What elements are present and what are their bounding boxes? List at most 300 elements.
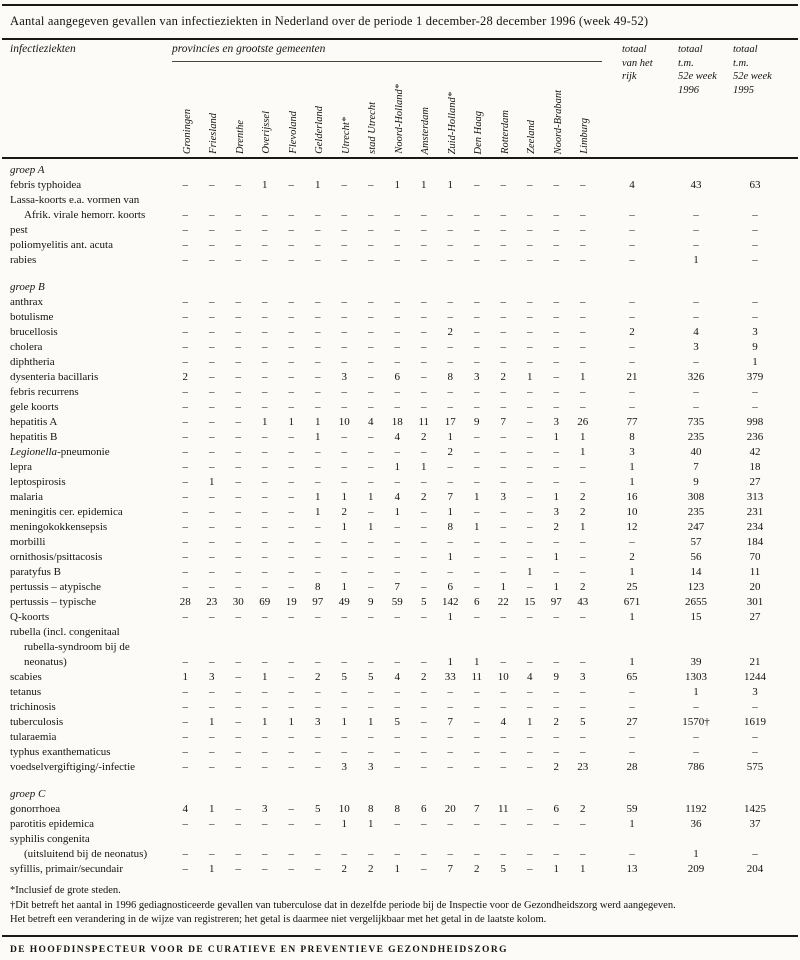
case-count-cell: 1: [447, 551, 453, 563]
case-count-cell: –: [235, 371, 241, 383]
case-count-cell: –: [421, 818, 427, 830]
case-count-cell: –: [500, 506, 506, 518]
case-count-cell: –: [527, 224, 533, 236]
case-count-cell: –: [288, 566, 294, 578]
case-count-cell: –: [500, 254, 506, 266]
total-cell: 43: [690, 179, 702, 191]
case-count-cell: –: [209, 581, 215, 593]
disease-label: tetanus: [10, 686, 42, 698]
case-count-cell: –: [182, 254, 188, 266]
total-cell: –: [752, 701, 758, 713]
total-cell: 236: [746, 431, 764, 443]
case-count-cell: –: [341, 551, 347, 563]
total-cell: –: [629, 401, 635, 413]
case-count-cell: –: [341, 611, 347, 623]
disease-label: groep C: [10, 788, 46, 800]
case-count-cell: –: [262, 296, 268, 308]
case-count-cell: –: [394, 341, 400, 353]
case-count-cell: –: [447, 701, 453, 713]
disease-label: morbilli: [10, 536, 46, 548]
case-count-cell: –: [474, 566, 480, 578]
total-cell: 2655: [685, 596, 707, 608]
case-count-cell: –: [182, 401, 188, 413]
case-count-cell: –: [315, 311, 321, 323]
case-count-cell: –: [315, 446, 321, 458]
case-count-cell: –: [580, 656, 586, 668]
case-count-cell: –: [553, 818, 559, 830]
case-count-cell: 1: [580, 371, 586, 383]
case-count-cell: –: [315, 521, 321, 533]
case-count-cell: –: [527, 209, 533, 221]
table-row: [10, 178, 800, 193]
case-count-cell: 5: [368, 671, 374, 683]
total-cell: 1: [693, 686, 699, 698]
case-count-cell: –: [368, 731, 374, 743]
case-count-cell: 1: [315, 416, 321, 428]
case-count-cell: –: [553, 209, 559, 221]
case-count-cell: –: [288, 521, 294, 533]
case-count-cell: –: [580, 476, 586, 488]
total-cell: –: [752, 401, 758, 413]
case-count-cell: 1: [288, 716, 294, 728]
case-count-cell: –: [341, 296, 347, 308]
case-count-cell: –: [341, 254, 347, 266]
case-count-cell: –: [209, 296, 215, 308]
case-count-cell: –: [288, 701, 294, 713]
total-cell: –: [752, 224, 758, 236]
case-count-cell: –: [474, 401, 480, 413]
total-cell: 671: [623, 596, 641, 608]
case-count-cell: –: [235, 536, 241, 548]
total-cell: –: [629, 296, 635, 308]
case-count-cell: 2: [421, 491, 427, 503]
case-count-cell: –: [315, 611, 321, 623]
table-row: [10, 475, 800, 490]
case-count-cell: –: [500, 566, 506, 578]
case-count-cell: –: [262, 401, 268, 413]
case-count-cell: –: [209, 431, 215, 443]
table-row: [10, 832, 800, 847]
case-count-cell: –: [235, 818, 241, 830]
case-count-cell: 59: [391, 596, 403, 608]
case-count-cell: –: [394, 476, 400, 488]
footer-signature: DE HOOFDINSPECTEUR VOOR DE CURATIEVE EN PREVENTIEVE GEZONDHEIDSZORG: [10, 944, 508, 955]
case-count-cell: –: [527, 686, 533, 698]
diseases-column-header: infectieziekten: [10, 43, 76, 55]
table-row: [10, 370, 800, 385]
group-row: [10, 280, 800, 295]
case-count-cell: –: [421, 746, 427, 758]
case-count-cell: –: [182, 656, 188, 668]
case-count-cell: –: [394, 446, 400, 458]
case-count-cell: –: [553, 341, 559, 353]
case-count-cell: 97: [312, 596, 324, 608]
disease-label: pertussis – typische: [10, 596, 97, 608]
disease-label: neonatus): [24, 656, 67, 668]
case-count-cell: –: [580, 818, 586, 830]
case-count-cell: –: [262, 611, 268, 623]
case-count-cell: –: [394, 224, 400, 236]
case-count-cell: –: [447, 341, 453, 353]
case-count-cell: –: [235, 746, 241, 758]
case-count-cell: 6: [553, 803, 559, 815]
case-count-cell: –: [527, 416, 533, 428]
case-count-cell: 5: [500, 863, 506, 875]
total-cell: 11: [749, 566, 761, 578]
case-count-cell: 2: [447, 326, 453, 338]
case-count-cell: –: [262, 701, 268, 713]
case-count-cell: –: [580, 746, 586, 758]
case-count-cell: 7: [500, 416, 506, 428]
case-count-cell: –: [421, 701, 427, 713]
case-count-cell: –: [209, 731, 215, 743]
case-count-cell: –: [474, 461, 480, 473]
total-header-line: totaal: [622, 44, 647, 55]
table-row: [10, 535, 800, 550]
table-row: [10, 340, 800, 355]
case-count-cell: –: [500, 179, 506, 191]
case-count-cell: 2: [580, 491, 586, 503]
case-count-cell: –: [235, 446, 241, 458]
case-count-cell: 30: [232, 596, 244, 608]
case-count-cell: –: [421, 254, 427, 266]
case-count-cell: 5: [394, 716, 400, 728]
case-count-cell: –: [209, 386, 215, 398]
case-count-cell: –: [341, 746, 347, 758]
case-count-cell: –: [421, 761, 427, 773]
case-count-cell: 1: [315, 506, 321, 518]
total-header-line: 52e week: [733, 71, 772, 82]
case-count-cell: –: [315, 818, 321, 830]
disease-label: pertussis – atypische: [10, 581, 102, 593]
case-count-cell: 1: [341, 581, 347, 593]
case-count-cell: 4: [394, 431, 400, 443]
total-cell: 12: [626, 521, 638, 533]
column-header-noord-brabant: Noord-Brabant: [552, 89, 564, 154]
case-count-cell: –: [500, 401, 506, 413]
provinces-group-header: provincies en grootste gemeenten: [172, 43, 326, 55]
case-count-cell: 1: [341, 491, 347, 503]
case-count-cell: –: [447, 746, 453, 758]
case-count-cell: –: [182, 296, 188, 308]
case-count-cell: –: [209, 701, 215, 713]
total-cell: 42: [749, 446, 761, 458]
case-count-cell: 1: [527, 371, 533, 383]
case-count-cell: –: [288, 254, 294, 266]
case-count-cell: –: [580, 551, 586, 563]
case-count-cell: 2: [447, 446, 453, 458]
case-count-cell: –: [315, 731, 321, 743]
case-count-cell: –: [421, 551, 427, 563]
case-count-cell: 1: [341, 716, 347, 728]
case-count-cell: –: [262, 536, 268, 548]
case-count-cell: –: [394, 731, 400, 743]
case-count-cell: –: [288, 386, 294, 398]
case-count-cell: –: [368, 311, 374, 323]
total-cell: 184: [746, 536, 764, 548]
case-count-cell: 4: [368, 416, 374, 428]
table-row: [10, 238, 800, 253]
table-row: [10, 595, 800, 610]
case-count-cell: –: [447, 686, 453, 698]
case-count-cell: –: [182, 416, 188, 428]
disease-label: groep A: [10, 164, 45, 176]
total-cell: 39: [690, 656, 702, 668]
disease-label: rubella-syndroom bij de: [24, 641, 130, 653]
table-row: [10, 505, 800, 520]
case-count-cell: 10: [338, 803, 350, 815]
table-row: [10, 520, 800, 535]
case-count-cell: –: [474, 446, 480, 458]
case-count-cell: –: [447, 296, 453, 308]
case-count-cell: 1: [421, 179, 427, 191]
case-count-cell: 3: [262, 803, 268, 815]
case-count-cell: –: [394, 566, 400, 578]
case-count-cell: –: [182, 686, 188, 698]
case-count-cell: 3: [474, 371, 480, 383]
case-count-cell: –: [288, 731, 294, 743]
total-cell: –: [752, 254, 758, 266]
table-header: [2, 40, 798, 157]
total-cell: 15: [690, 611, 702, 623]
case-count-cell: –: [209, 446, 215, 458]
case-count-cell: –: [235, 179, 241, 191]
case-count-cell: –: [262, 371, 268, 383]
case-count-cell: 11: [471, 671, 483, 683]
total-header-line: totaal: [678, 44, 703, 55]
case-count-cell: –: [500, 746, 506, 758]
case-count-cell: –: [527, 386, 533, 398]
total-cell: 4: [693, 326, 699, 338]
case-count-cell: –: [235, 863, 241, 875]
case-count-cell: –: [500, 446, 506, 458]
case-count-cell: –: [315, 371, 321, 383]
case-count-cell: 1: [315, 491, 321, 503]
footnote-dagger-continued: Het betreft een verandering in de wijze van registreren; het getal is daarmee niet vergelijkbaar met het getal in de laatste kolom.: [10, 914, 547, 925]
case-count-cell: –: [341, 431, 347, 443]
total-cell: 1570†: [682, 716, 710, 728]
total-cell: 786: [687, 761, 705, 773]
table-row: [10, 385, 800, 400]
case-count-cell: –: [182, 209, 188, 221]
case-count-cell: 8: [394, 803, 400, 815]
case-count-cell: –: [527, 341, 533, 353]
table-row: [10, 715, 800, 730]
case-count-cell: –: [235, 848, 241, 860]
table-row: [10, 400, 800, 415]
case-count-cell: –: [527, 239, 533, 251]
case-count-cell: –: [474, 239, 480, 251]
case-count-cell: –: [288, 761, 294, 773]
disease-label: syphilis congenita: [10, 833, 90, 845]
case-count-cell: 1: [553, 551, 559, 563]
total-header-line: t.m.: [733, 57, 749, 69]
total-cell: 1425: [744, 803, 766, 815]
case-count-cell: –: [580, 254, 586, 266]
case-count-cell: –: [394, 386, 400, 398]
case-count-cell: –: [182, 581, 188, 593]
case-count-cell: –: [368, 386, 374, 398]
column-header-stad-utrecht: stad Utrecht: [367, 102, 378, 154]
case-count-cell: –: [288, 656, 294, 668]
total-cell: 14: [690, 566, 702, 578]
total-cell: 65: [626, 671, 638, 683]
case-count-cell: –: [553, 326, 559, 338]
case-count-cell: 1: [421, 461, 427, 473]
total-cell: 59: [626, 803, 638, 815]
column-header-zeeland: Zeeland: [526, 120, 537, 154]
case-count-cell: –: [421, 536, 427, 548]
case-count-cell: –: [235, 296, 241, 308]
page-title: Aantal aangegeven gevallen van infectieziekten in Nederland over de periode 1 december-28 december 1996 (week 49-52): [10, 14, 649, 28]
case-count-cell: –: [182, 716, 188, 728]
case-count-cell: –: [315, 656, 321, 668]
case-count-cell: –: [288, 341, 294, 353]
total-cell: –: [752, 731, 758, 743]
case-count-cell: 6: [421, 803, 427, 815]
case-count-cell: 3: [341, 761, 347, 773]
case-count-cell: 2: [580, 506, 586, 518]
case-count-cell: –: [315, 686, 321, 698]
total-header-line: rijk: [622, 71, 637, 82]
case-count-cell: –: [527, 581, 533, 593]
case-count-cell: –: [553, 401, 559, 413]
case-count-cell: –: [182, 701, 188, 713]
total-header-line: 52e week: [678, 71, 717, 82]
case-count-cell: –: [315, 326, 321, 338]
case-count-cell: –: [262, 863, 268, 875]
table-row: [10, 415, 800, 430]
case-count-cell: –: [288, 491, 294, 503]
case-count-cell: –: [500, 551, 506, 563]
case-count-cell: –: [262, 326, 268, 338]
case-count-cell: –: [315, 224, 321, 236]
total-cell: 1: [629, 461, 635, 473]
case-count-cell: 1: [262, 416, 268, 428]
case-count-cell: –: [235, 761, 241, 773]
case-count-cell: 7: [394, 581, 400, 593]
case-count-cell: –: [341, 356, 347, 368]
table-row: [10, 580, 800, 595]
disease-label: Lassa-koorts e.a. vormen van: [10, 194, 140, 206]
case-count-cell: –: [235, 611, 241, 623]
case-count-cell: –: [580, 239, 586, 251]
case-count-cell: 2: [315, 671, 321, 683]
case-count-cell: –: [421, 446, 427, 458]
case-count-cell: –: [288, 446, 294, 458]
total-cell: 56: [690, 551, 702, 563]
case-count-cell: –: [500, 761, 506, 773]
case-count-cell: –: [262, 461, 268, 473]
case-count-cell: –: [182, 566, 188, 578]
case-count-cell: –: [447, 311, 453, 323]
total-cell: 10: [626, 506, 638, 518]
case-count-cell: –: [341, 701, 347, 713]
total-cell: –: [752, 311, 758, 323]
total-cell: 247: [687, 521, 705, 533]
case-count-cell: –: [315, 536, 321, 548]
disease-label: (uitsluitend bij de neonatus): [24, 848, 148, 860]
disease-label: meningitis cer. epidemica: [10, 506, 123, 518]
case-count-cell: 28: [179, 596, 191, 608]
case-count-cell: –: [182, 239, 188, 251]
table-row: [10, 325, 800, 340]
case-count-cell: –: [368, 296, 374, 308]
case-count-cell: –: [447, 239, 453, 251]
case-count-cell: –: [527, 731, 533, 743]
case-count-cell: –: [288, 209, 294, 221]
case-count-cell: –: [553, 701, 559, 713]
case-count-cell: –: [182, 731, 188, 743]
case-count-cell: –: [527, 476, 533, 488]
case-count-cell: –: [262, 446, 268, 458]
case-count-cell: –: [527, 491, 533, 503]
case-count-cell: –: [235, 671, 241, 683]
table-row: [10, 445, 800, 460]
disease-label: gele koorts: [10, 401, 59, 413]
case-count-cell: –: [421, 371, 427, 383]
case-count-cell: –: [182, 761, 188, 773]
case-count-cell: –: [394, 254, 400, 266]
case-count-cell: –: [341, 566, 347, 578]
total-header-line: t.m.: [678, 57, 694, 69]
case-count-cell: –: [288, 803, 294, 815]
case-count-cell: 43: [577, 596, 589, 608]
case-count-cell: –: [421, 848, 427, 860]
case-count-cell: –: [368, 371, 374, 383]
case-count-cell: –: [288, 848, 294, 860]
total-cell: –: [693, 224, 699, 236]
case-count-cell: –: [288, 179, 294, 191]
case-count-cell: 1: [447, 179, 453, 191]
table-row: [10, 730, 800, 745]
total-cell: 27: [749, 611, 761, 623]
case-count-cell: 2: [553, 761, 559, 773]
case-count-cell: 1: [394, 179, 400, 191]
case-count-cell: –: [288, 686, 294, 698]
case-count-cell: 9: [474, 416, 480, 428]
case-count-cell: –: [394, 686, 400, 698]
column-header-zuid-holland-: Zuid-Holland*: [446, 91, 458, 154]
case-count-cell: 1: [580, 863, 586, 875]
case-count-cell: –: [553, 536, 559, 548]
case-count-cell: –: [235, 686, 241, 698]
case-count-cell: –: [288, 356, 294, 368]
case-count-cell: –: [553, 356, 559, 368]
case-count-cell: –: [182, 551, 188, 563]
total-cell: 63: [749, 179, 761, 191]
case-count-cell: –: [235, 209, 241, 221]
case-count-cell: –: [209, 461, 215, 473]
total-cell: 235: [687, 431, 705, 443]
case-count-cell: –: [474, 716, 480, 728]
case-count-cell: 5: [315, 803, 321, 815]
case-count-cell: –: [368, 239, 374, 251]
case-count-cell: –: [235, 521, 241, 533]
total-cell: –: [693, 356, 699, 368]
case-count-cell: 1: [394, 506, 400, 518]
case-count-cell: –: [315, 254, 321, 266]
case-count-cell: 1: [527, 716, 533, 728]
case-count-cell: 23: [577, 761, 589, 773]
case-count-cell: –: [500, 656, 506, 668]
case-count-cell: –: [209, 326, 215, 338]
column-header-drenthe: Drenthe: [234, 119, 246, 154]
total-cell: 1: [693, 848, 699, 860]
case-count-cell: –: [262, 551, 268, 563]
disease-label: lepra: [10, 461, 32, 473]
case-count-cell: –: [288, 431, 294, 443]
